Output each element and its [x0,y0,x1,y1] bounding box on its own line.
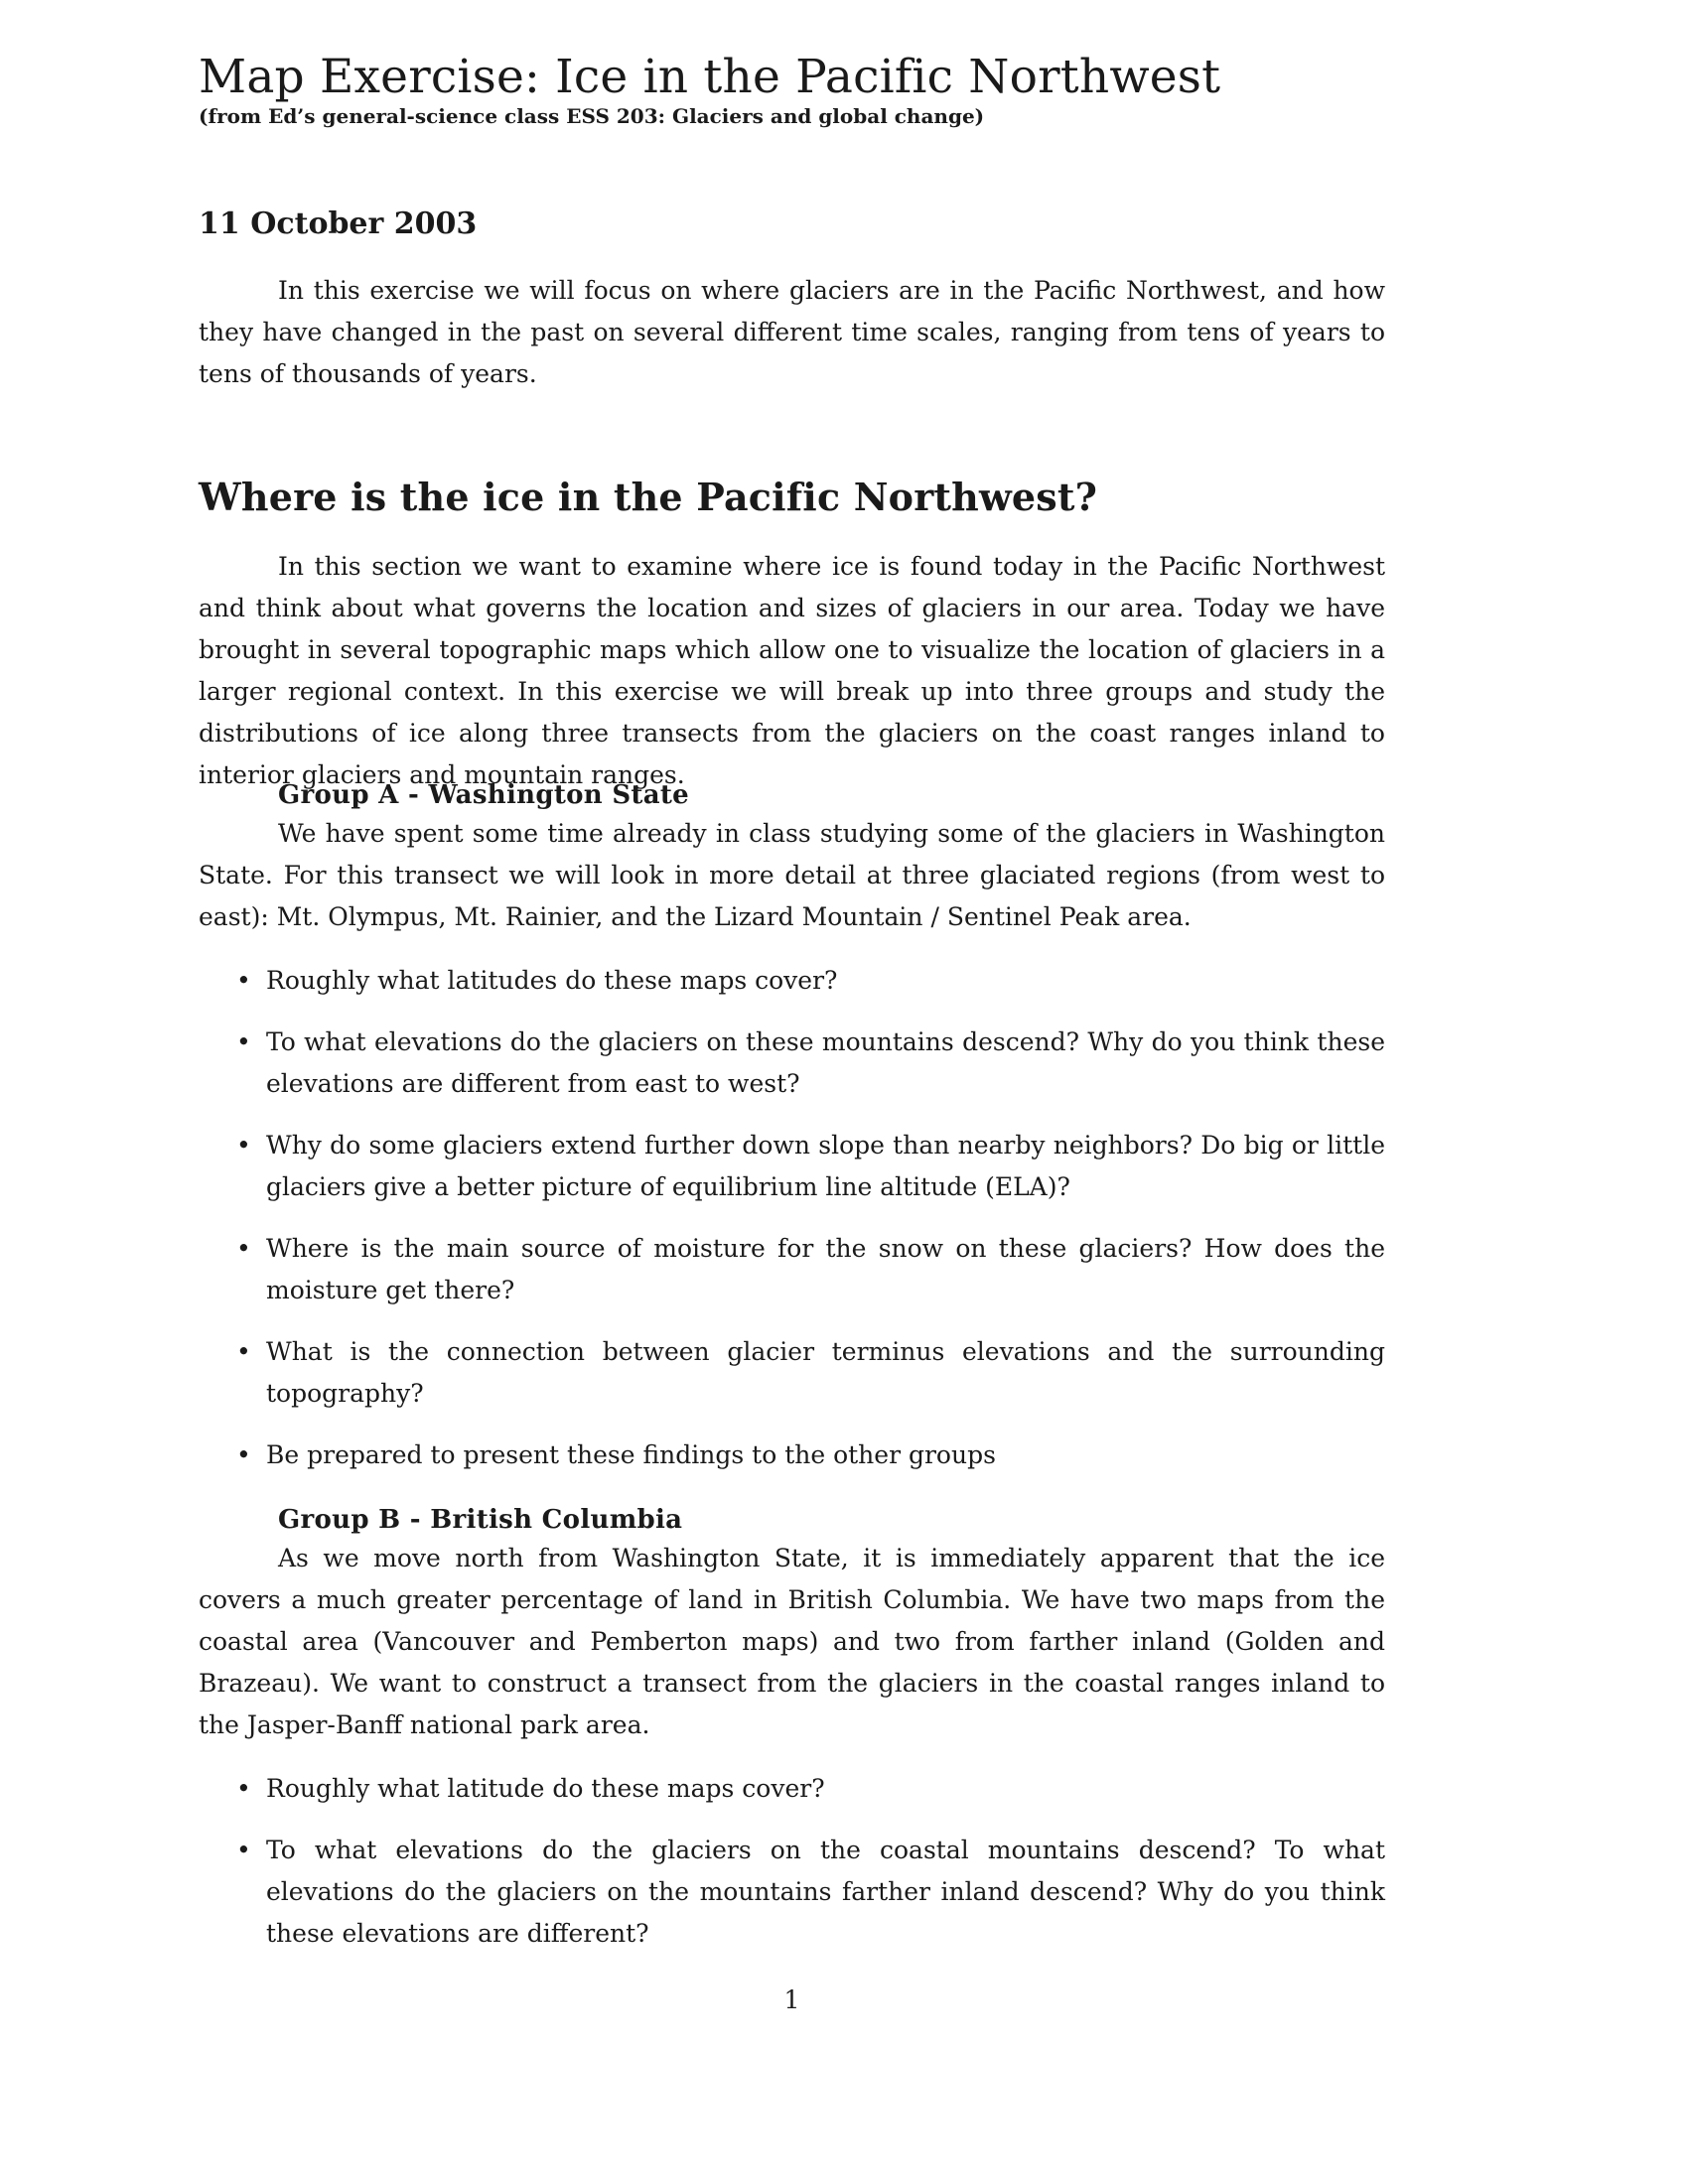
bullet-icon: • [236,1836,251,1864]
list-item-text: What is the connection between glacier terminus elevations and the surrounding topography? [266,1337,1385,1408]
section-heading: Where is the ice in the Pacific Northwest? [199,475,1098,519]
list-item [199,1434,1385,1476]
intro-paragraph: In this exercise we will focus on where glaciers are in the Pacific Northwest, and how they have changed in the past on several different time scales, ranging from tens of years to tens of thousands of years. [199,276,1385,388]
bullet-icon: • [236,1774,251,1803]
list-item [199,1228,1385,1311]
list-item-text: Where is the main source of moisture for the snow on these glaciers? How does the moisture get there? [266,1234,1385,1304]
page-number: 1 [783,1985,800,2014]
group-a-paragraph: We have spent some time already in class studying some of the glaciers in Washington State. For this transect we will look in more detail at three glaciated regions (from west to east): Mt. Olympus, Mt. Rainier, and the Lizard Mountain / Sentinel Peak area. [199,819,1385,931]
list-item-text: To what elevations do the glaciers on the coastal mountains descend? To what elevations do the glaciers on the mountains farther inland descend? Why do you think these elevations are different? [266,1836,1385,1948]
list-item-text: Roughly what latitude do these maps cover? [266,1774,825,1803]
bullet-icon: • [236,1234,251,1263]
document-title: Map Exercise: Ice in the Pacific Northwest [199,50,1221,104]
bullet-icon: • [236,966,251,995]
bullet-icon: • [236,1131,251,1160]
document-date: 11 October 2003 [199,206,478,241]
group-b-question-list [199,1768,1385,1955]
list-item-text: To what elevations do the glaciers on these mountains descend? Why do you think these elevations are different from east to west? [266,1027,1385,1098]
list-item [199,1830,1385,1955]
group-b [199,1502,1385,1955]
document-page [199,50,1385,2134]
bullet-icon: • [236,1337,251,1366]
list-item [199,1125,1385,1208]
list-item [199,1331,1385,1415]
bullet-icon: • [236,1027,251,1056]
group-a-heading: Group A - Washington State [278,780,690,810]
group-a-question-list [199,960,1385,1476]
list-item [199,960,1385,1002]
list-item-text: Roughly what latitudes do these maps cover? [266,966,838,995]
group-b-paragraph: As we move north from Washington State, it is immediately apparent that the ice covers a much greater percentage of land in British Columbia. We have two maps from the coastal area (Vancouver and Pemberton maps) and two from farther inland (Golden and Brazeau). We want to construct a transect from the glaciers in the coastal ranges inland to the Jasper-Banff national park area. [199,1544,1385,1739]
group-b-heading: Group B - British Columbia [278,1505,683,1535]
bullet-icon: • [236,1440,251,1469]
group-a [199,777,1385,1476]
list-item-text: Why do some glaciers extend further down slope than nearby neighbors? Do big or little glaciers give a better picture of equilibrium line altitude (ELA)? [266,1131,1385,1201]
section-paragraph: In this section we want to examine where ice is found today in the Pacific Northwest and think about what governs the location and sizes of glaciers in our area. Today we have brought in several topographic maps which allow one to visualize the location of glaciers in a larger regional context. In this exercise we will break up into three groups and study the distributions of ice along three transects from the glaciers on the coast ranges inland to interior glaciers and mountain ranges. [199,552,1385,789]
document-subtitle: (from Ed’s general-science class ESS 203: Glaciers and global change) [199,104,985,129]
list-item [199,1022,1385,1105]
list-item [199,1768,1385,1810]
list-item-text: Be prepared to present these findings to the other groups [266,1440,996,1469]
